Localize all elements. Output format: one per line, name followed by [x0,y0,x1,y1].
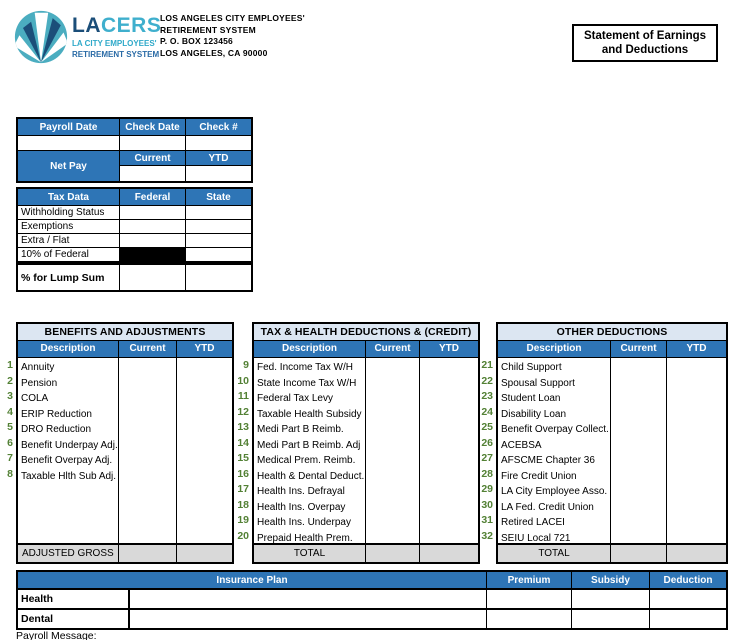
total-label: TOTAL [498,545,610,562]
ytd-column[interactable] [666,358,726,543]
total-current-cell [365,545,419,562]
row-label: Spousal Support [501,377,575,389]
row-label: AFSCME Chapter 36 [501,455,595,466]
tax-data-header: Tax Data [18,189,119,205]
row-label: Benefit Overpay Adj. [21,455,113,466]
row-numbers-9-20 [234,322,252,564]
payroll-date-header: Payroll Date [18,119,119,135]
section-title: TAX & HEALTH DEDUCTIONS & (CREDIT) [254,324,478,341]
check-date-value-cell[interactable] [119,135,185,150]
row-label: Taxable Hlth Sub Adj. [21,470,117,482]
row-number: 6 [7,436,13,449]
total-ytd-cell [666,545,726,562]
health-row-label: Health [18,588,130,608]
tax-row-label: 10% of Federal [18,247,119,261]
insurance-plan-header: Insurance Plan [18,572,486,588]
check-date-header: Check Date [119,119,185,135]
payroll-date-value-cell[interactable] [18,135,119,150]
exemptions-state-cell[interactable] [185,219,251,233]
ytd-header: YTD [666,341,726,357]
description-column [18,358,118,543]
row-label: LA City Employee Asso. [501,486,608,497]
lump-sum-table [16,263,253,292]
withholding-federal-cell[interactable] [119,205,185,219]
row-number: 9 [243,359,249,371]
row-number: 27 [481,452,493,464]
row-number: 3 [7,390,13,402]
logo-tagline-2: RETIREMENT SYSTEM [72,50,160,59]
tax-row-label: Extra / Flat [18,233,119,247]
dental-deduction-cell[interactable] [649,608,726,628]
agency-address [160,13,305,59]
section-title: OTHER DEDUCTIONS [498,324,726,341]
current-header: Current [118,341,176,357]
lump-sum-federal-cell[interactable] [119,265,185,290]
total-current-cell [610,545,666,562]
row-number: 4 [7,405,13,418]
row-label: Prepaid Health Prem. [257,532,353,543]
description-header: Description [498,341,610,357]
row-number: 29 [481,483,493,495]
premium-header: Premium [486,572,571,588]
exemptions-federal-cell[interactable] [119,219,185,233]
payroll-message-label: Payroll Message: [16,630,97,640]
address-line: LOS ANGELES CITY EMPLOYEES' [160,13,305,23]
benefits-adjustments-table [16,322,234,564]
total-label: TOTAL [254,545,365,562]
other-deductions-table [496,322,728,564]
description-header: Description [18,341,118,357]
row-number: 20 [237,529,249,542]
check-number-value-cell[interactable] [185,135,251,150]
ytd-column[interactable] [176,358,232,543]
row-number: 25 [481,421,493,433]
row-number: 24 [481,405,493,418]
row-numbers-21-32 [480,322,496,564]
net-pay-current-header: Current [119,150,185,165]
row-number: 12 [237,405,249,418]
main-tables [0,322,748,564]
row-label: Medi Part B Reimb. [257,424,344,435]
payroll-table [16,117,253,183]
row-label: Disability Loan [501,408,567,420]
tax-row-label: Withholding Status [18,205,119,219]
current-header: Current [610,341,666,357]
address-line: LOS ANGELES, CA 90000 [160,47,268,58]
extra-flat-state-cell[interactable] [185,233,251,247]
row-label: SEIU Local 721 [501,532,571,543]
row-number: 31 [481,514,493,526]
row-label: Medi Part B Reimb. Adj [257,439,361,451]
net-pay-ytd-header: YTD [185,150,251,165]
row-number: 30 [481,498,493,511]
statement-title-line2: and Deductions [601,44,689,56]
row-label: Medical Prem. Reimb. [257,455,356,466]
lacers-word-cers: CERS [101,14,162,37]
ytd-column[interactable] [419,358,478,543]
adjusted-gross-label: ADJUSTED GROSS [18,545,118,562]
row-label: Student Loan [501,393,561,404]
row-number: 26 [481,436,493,449]
withholding-state-cell[interactable] [185,205,251,219]
description-column [498,358,610,543]
row-number: 1 [7,359,13,371]
row-number: 14 [237,436,249,449]
tax-health-deductions-table [252,322,480,564]
lump-sum-label: % for Lump Sum [18,265,119,290]
address-line: P. O. BOX 123456 [160,36,233,46]
deduction-header: Deduction [649,572,726,588]
insurance-plan-table [16,570,728,630]
row-number: 23 [481,390,493,402]
total-ytd-cell [419,545,478,562]
row-number: 15 [237,452,249,464]
ten-percent-state-cell[interactable] [185,247,251,261]
row-number: 19 [237,514,249,526]
adjusted-gross-ytd-cell [176,545,232,562]
lacers-logotype [72,16,160,59]
row-label: Retired LACEI [501,517,565,528]
row-label: Pension [21,377,58,389]
lacers-logo-icon [14,10,68,64]
row-label: ACEBSA [501,439,542,451]
lacers-word-la: LA [72,14,101,37]
row-number: 28 [481,467,493,480]
current-column[interactable] [118,358,176,543]
row-number: 17 [237,483,249,495]
current-column[interactable] [365,358,419,543]
tax-row-label: Exemptions [18,219,119,233]
row-label: ERIP Reduction [21,408,92,420]
row-number: 5 [7,421,13,433]
row-numbers-1-8 [0,322,16,564]
row-number: 13 [237,421,249,433]
dental-premium-cell[interactable] [486,608,571,628]
dental-row-label: Dental [18,608,130,628]
subsidy-header: Subsidy [571,572,649,588]
row-label: State Income Tax W/H [257,377,357,389]
address-line: RETIREMENT SYSTEM [160,24,256,35]
ytd-header: YTD [419,341,478,357]
description-column [254,358,365,543]
check-number-header: Check # [185,119,251,135]
ten-percent-federal-blocked-cell [119,247,185,261]
current-header: Current [365,341,419,357]
row-number: 2 [7,374,13,387]
row-label: Child Support [501,362,562,373]
dental-plan-cell[interactable] [130,608,486,628]
statement-title-box [572,24,718,62]
row-label: Benefit Underpay Adj. [21,439,118,451]
row-number: 8 [7,467,13,480]
row-label: Annuity [21,362,55,373]
row-label: Benefit Overpay Collect. [501,424,609,435]
net-pay-current-value-cell[interactable] [119,165,185,181]
health-plan-cell[interactable] [130,588,486,608]
lump-sum-state-cell[interactable] [185,265,251,290]
extra-flat-federal-cell[interactable] [119,233,185,247]
ytd-header: YTD [176,341,232,357]
row-label: COLA [21,393,49,404]
row-label: Health Ins. Underpay [257,517,351,528]
tax-data-table [16,187,253,263]
row-label: DRO Reduction [21,424,92,435]
row-number: 11 [237,390,249,402]
health-premium-cell[interactable] [486,588,571,608]
row-number: 16 [237,467,249,480]
current-column[interactable] [610,358,666,543]
row-number: 22 [481,374,493,387]
lacers-wordmark [72,16,160,36]
row-label: Health Ins. Defrayal [257,486,345,497]
row-label: LA Fed. Credit Union [501,501,594,513]
row-label: Health & Dental Deduct. [257,470,365,482]
health-subsidy-cell[interactable] [571,588,649,608]
row-label: Fed. Income Tax W/H [257,362,353,373]
state-header: State [185,189,251,205]
statement-title-line1: Statement of Earnings [583,30,707,42]
adjusted-gross-current-cell [118,545,176,562]
row-label: Taxable Health Subsidy [257,408,362,420]
description-header: Description [254,341,365,357]
row-number: 32 [481,529,493,542]
health-deduction-cell[interactable] [649,588,726,608]
row-label: Federal Tax Levy [257,393,333,404]
federal-header: Federal [119,189,185,205]
row-label: Health Ins. Overpay [257,501,346,513]
row-number: 10 [237,374,249,387]
dental-subsidy-cell[interactable] [571,608,649,628]
net-pay-ytd-value-cell[interactable] [185,165,251,181]
row-number: 18 [237,498,249,511]
row-number: 7 [7,452,13,464]
row-number: 21 [481,359,493,371]
section-title: BENEFITS AND ADJUSTMENTS [18,324,232,341]
logo-tagline-1: LA CITY EMPLOYEES' [72,39,157,48]
row-label: Fire Credit Union [501,470,577,482]
net-pay-header: Net Pay [18,150,119,181]
